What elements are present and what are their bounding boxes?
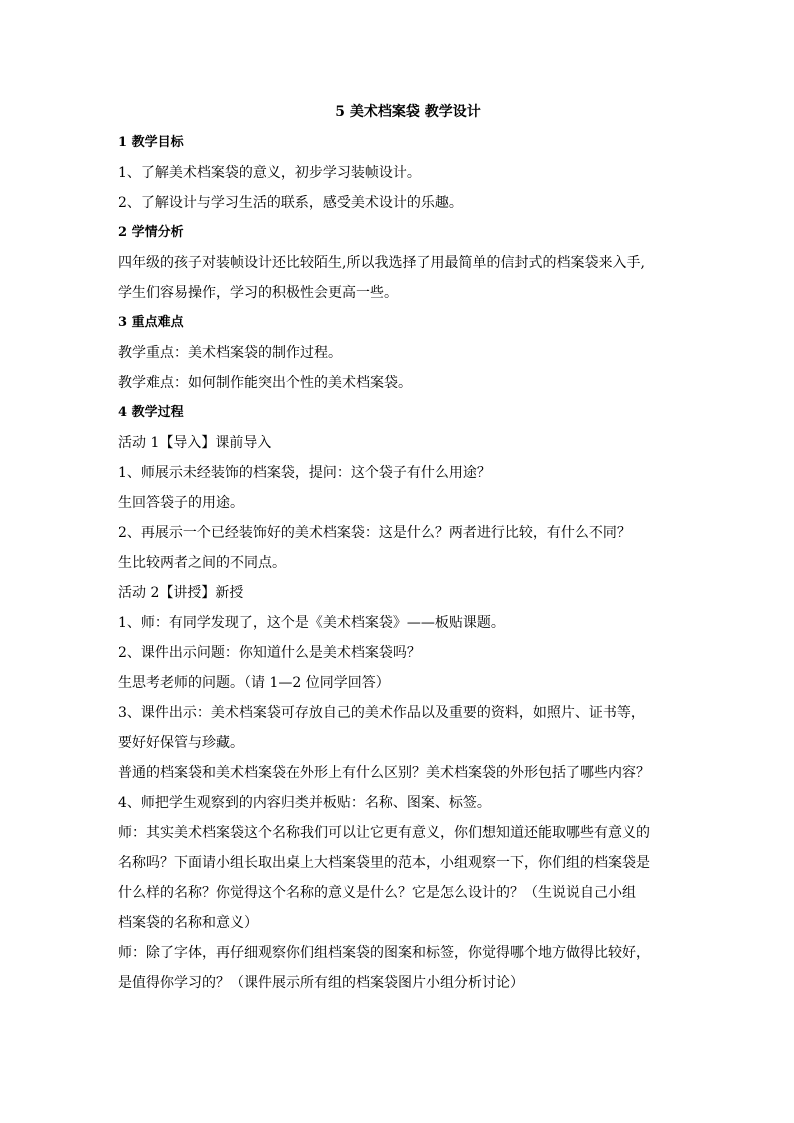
document-body bbox=[118, 100, 698, 998]
paragraph-line: 教学难点：如何制作能突出个性的美术档案袋。 bbox=[118, 375, 412, 391]
paragraph-line: 四年级的孩子对装帧设计还比较陌生,所以我选择了用最简单的信封式的档案袋来入手, bbox=[118, 255, 645, 271]
paragraph-line: 是值得你学习的？（课件展示所有组的档案袋图片小组分析讨论） bbox=[118, 975, 524, 991]
paragraph-line: 2、再展示一个已经装饰好的美术档案袋：这是什么？两者进行比较，有什么不同？ bbox=[118, 525, 631, 541]
paragraph-line: 生思考老师的问题。（请 1—2 位同学回答） bbox=[118, 675, 390, 691]
section-heading: 4 教学过程 bbox=[118, 405, 184, 420]
paragraph-line: 1、师：有同学发现了，这个是《美术档案袋》——板贴课题。 bbox=[118, 615, 505, 631]
paragraph-line: 3、课件出示：美术档案袋可存放自己的美术作品以及重要的资料，如照片、证书等， bbox=[118, 705, 645, 721]
paragraph-line: 要好好保管与珍藏。 bbox=[118, 735, 244, 751]
paragraph-line: 名称吗？下面请小组长取出桌上大档案袋里的范本，小组观察一下，你们组的档案袋是 bbox=[118, 855, 650, 871]
document-title: 5 美术档案袋 教学设计 bbox=[335, 104, 481, 120]
paragraph-line: 师：其实美术档案袋这个名称我们可以让它更有意义，你们想知道还能取哪些有意义的 bbox=[118, 825, 650, 841]
paragraph-line: 1、师展示未经装饰的档案袋，提问：这个袋子有什么用途？ bbox=[118, 465, 491, 481]
paragraph-line: 档案袋的名称和意义） bbox=[118, 915, 258, 931]
section-heading: 3 重点难点 bbox=[118, 315, 184, 330]
document-lines bbox=[118, 128, 698, 998]
paragraph-line: 普通的档案袋和美术档案袋在外形上有什么区别？美术档案袋的外形包括了哪些内容？ bbox=[118, 765, 650, 781]
paragraph-line: 什么样的名称？你觉得这个名称的意义是什么？它是怎么设计的？（生说说自己小组 bbox=[118, 885, 636, 901]
paragraph-line: 生回答袋子的用途。 bbox=[118, 495, 244, 511]
paragraph-line: 1、了解美术档案袋的意义，初步学习装帧设计。 bbox=[118, 165, 421, 181]
section-heading: 1 教学目标 bbox=[118, 135, 184, 150]
section-heading: 2 学情分析 bbox=[118, 225, 184, 240]
paragraph-line: 活动 2【讲授】新授 bbox=[118, 585, 244, 601]
paragraph-line: 活动 1【导入】课前导入 bbox=[118, 435, 272, 451]
paragraph-line: 4、师把学生观察到的内容归类并板贴：名称、图案、标签。 bbox=[118, 795, 491, 811]
paragraph-line: 学生们容易操作，学习的积极性会更高一些。 bbox=[118, 285, 398, 301]
paragraph-line: 生比较两者之间的不同点。 bbox=[118, 555, 286, 571]
paragraph-line: 教学重点：美术档案袋的制作过程。 bbox=[118, 345, 342, 361]
paragraph-line: 2、课件出示问题：你知道什么是美术档案袋吗？ bbox=[118, 645, 421, 661]
paragraph-line: 2、了解设计与学习生活的联系，感受美术设计的乐趣。 bbox=[118, 195, 463, 211]
paragraph-line: 师：除了字体，再仔细观察你们组档案袋的图案和标签，你觉得哪个地方做得比较好， bbox=[118, 945, 650, 961]
